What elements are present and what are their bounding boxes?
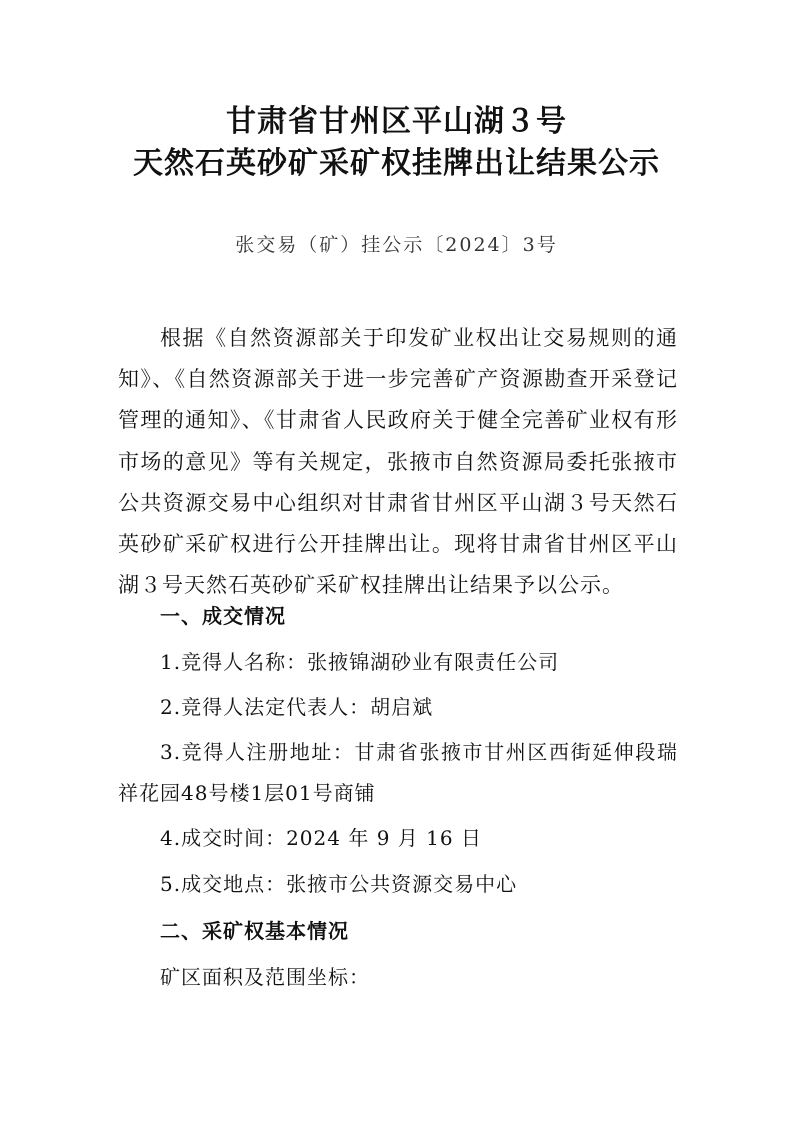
mining-area-label: 矿区面积及范围坐标： xyxy=(160,965,370,989)
document-number: 张交易（矿）挂公示〔2024〕3号 xyxy=(235,234,558,256)
section-heading-mining-right: 二、采矿权基本情况 xyxy=(160,919,349,943)
list-item-registered-address: 3.竞得人注册地址：甘肃省张掖市甘州区西街延伸段瑞祥花园48号楼1层01号商铺 xyxy=(118,740,678,805)
list-item-transaction-time: 4.成交时间：2024 年 9 月 16 日 xyxy=(160,826,482,850)
section-heading-transaction: 一、成交情况 xyxy=(160,604,286,628)
list-item-transaction-place: 5.成交地点：张掖市公共资源交易中心 xyxy=(160,872,518,896)
list-item-legal-representative: 2.竞得人法定代表人：胡启斌 xyxy=(160,695,434,719)
document-title-line-2: 天然石英砂矿采矿权挂牌出让结果公示 xyxy=(133,146,660,181)
list-item-bidder-name: 1.竞得人名称：张掖锦湖砂业有限责任公司 xyxy=(160,650,560,674)
intro-paragraph: 根据《自然资源部关于印发矿业权出让交易规则的通知》、《自然资源部关于进一步完善矿产资源勘查开采登记管理的通知》、《甘肃省人民政府关于健全完善矿业权有形市场的意见》等有关规定，张掖市自然资源局委托张掖市公共资源交易中心组织对甘肃省甘州区平山湖３号天然石英砂矿采矿权进行公开挂牌出让。现将甘肃省甘州区平山湖３号天然石英砂矿采矿权挂牌出让结果予以公示。 xyxy=(118,326,678,598)
document-title-line-1: 甘肃省甘州区平山湖３号 xyxy=(226,104,567,139)
